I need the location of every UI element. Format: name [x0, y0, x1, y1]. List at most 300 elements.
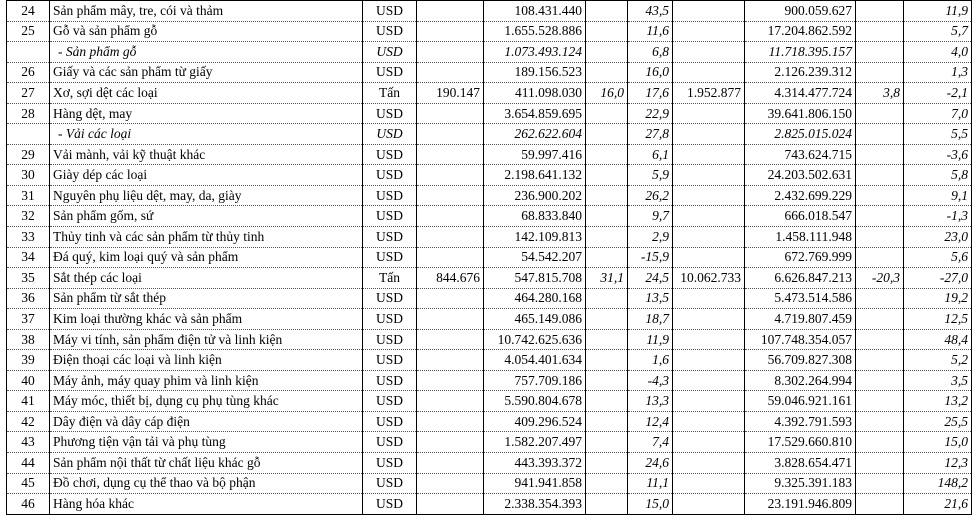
cell-quantity-change-cumulative [856, 432, 904, 453]
cell-value-change-cumulative: 15,0 [904, 432, 972, 453]
cell-value-cumulative: 1.458.111.948 [745, 227, 856, 248]
cell-value-cumulative: 9.325.391.183 [745, 473, 856, 494]
cell-row-number: 24 [7, 1, 50, 22]
cell-unit: USD [363, 494, 417, 515]
cell-unit: USD [363, 453, 417, 474]
cell-value-change-period: 17,6 [628, 83, 673, 104]
cell-row-number: 41 [7, 391, 50, 412]
cell-quantity-period [417, 42, 484, 63]
cell-quantity-change-cumulative [856, 309, 904, 330]
cell-value-change-period: 22,9 [628, 103, 673, 124]
table-row [7, 329, 972, 350]
cell-quantity-period [417, 185, 484, 206]
cell-unit: USD [363, 124, 417, 145]
cell-quantity-change-cumulative [856, 329, 904, 350]
cell-quantity-change-cumulative [856, 124, 904, 145]
cell-unit: USD [363, 288, 417, 309]
cell-value-change-cumulative: 13,2 [904, 391, 972, 412]
table-row [7, 391, 972, 412]
cell-row-number: 45 [7, 473, 50, 494]
cell-value-change-cumulative: 5,6 [904, 247, 972, 268]
cell-value-cumulative: 24.203.502.631 [745, 165, 856, 186]
cell-value-change-cumulative: 25,5 [904, 411, 972, 432]
cell-quantity-change-period [586, 473, 628, 494]
cell-value-period: 1.073.493.124 [484, 42, 586, 63]
cell-value-change-cumulative: 3,5 [904, 370, 972, 391]
table-row [7, 411, 972, 432]
cell-quantity-change-cumulative: 3,8 [856, 83, 904, 104]
cell-quantity-change-cumulative [856, 350, 904, 371]
cell-value-period: 10.742.625.636 [484, 329, 586, 350]
cell-value-period: 2.198.641.132 [484, 165, 586, 186]
cell-quantity-change-cumulative: -20,3 [856, 268, 904, 289]
cell-quantity-period [417, 103, 484, 124]
cell-row-number: 39 [7, 350, 50, 371]
table-row [7, 124, 972, 145]
cell-unit: USD [363, 62, 417, 83]
cell-quantity-change-period [586, 21, 628, 42]
cell-value-change-cumulative: 148,2 [904, 473, 972, 494]
cell-value-period: 1.582.207.497 [484, 432, 586, 453]
cell-quantity-change-cumulative [856, 62, 904, 83]
cell-value-period: 68.833.840 [484, 206, 586, 227]
cell-unit: USD [363, 329, 417, 350]
table-row [7, 227, 972, 248]
cell-value-change-cumulative: -1,3 [904, 206, 972, 227]
cell-quantity-change-cumulative [856, 370, 904, 391]
cell-value-change-period: -4,3 [628, 370, 673, 391]
cell-value-change-period: 11,6 [628, 21, 673, 42]
cell-item-name: Sắt thép các loại [50, 268, 363, 289]
cell-value-change-period: 6,8 [628, 42, 673, 63]
cell-row-number: 27 [7, 83, 50, 104]
cell-quantity-cumulative [673, 165, 745, 186]
cell-value-period: 4.054.401.634 [484, 350, 586, 371]
cell-row-number: 26 [7, 62, 50, 83]
cell-quantity-period [417, 350, 484, 371]
cell-value-cumulative: 23.191.946.809 [745, 494, 856, 515]
table-row [7, 185, 972, 206]
cell-quantity-change-period [586, 124, 628, 145]
cell-value-change-period: -15,9 [628, 247, 673, 268]
cell-value-period: 59.997.416 [484, 144, 586, 165]
cell-value-change-period: 13,3 [628, 391, 673, 412]
cell-row-number: 43 [7, 432, 50, 453]
cell-quantity-cumulative [673, 473, 745, 494]
table-row [7, 453, 972, 474]
cell-value-cumulative: 4.719.807.459 [745, 309, 856, 330]
cell-item-name: Giày dép các loại [50, 165, 363, 186]
cell-value-change-period: 2,9 [628, 227, 673, 248]
cell-quantity-cumulative: 1.952.877 [673, 83, 745, 104]
cell-quantity-change-period [586, 288, 628, 309]
cell-quantity-change-cumulative [856, 411, 904, 432]
cell-value-change-period: 18,7 [628, 309, 673, 330]
cell-value-change-cumulative: 11,9 [904, 1, 972, 22]
cell-value-period: 411.098.030 [484, 83, 586, 104]
table-row [7, 432, 972, 453]
cell-quantity-cumulative [673, 494, 745, 515]
cell-unit: USD [363, 370, 417, 391]
cell-quantity-change-cumulative [856, 227, 904, 248]
cell-item-name: Kim loại thường khác và sản phẩm [50, 309, 363, 330]
cell-row-number: 33 [7, 227, 50, 248]
cell-quantity-change-period [586, 391, 628, 412]
cell-value-change-cumulative: 5,8 [904, 165, 972, 186]
cell-value-change-period: 43,5 [628, 1, 673, 22]
table-row [7, 62, 972, 83]
cell-value-period: 262.622.604 [484, 124, 586, 145]
cell-quantity-change-period [586, 42, 628, 63]
cell-value-cumulative: 11.718.395.157 [745, 42, 856, 63]
table-row [7, 473, 972, 494]
table-row [7, 268, 972, 289]
cell-quantity-cumulative [673, 103, 745, 124]
cell-row-number: 35 [7, 268, 50, 289]
cell-quantity-change-cumulative [856, 473, 904, 494]
cell-item-name: - Sản phẩm gỗ [50, 42, 363, 63]
cell-quantity-period: 844.676 [417, 268, 484, 289]
cell-item-name: Hàng hóa khác [50, 494, 363, 515]
cell-quantity-cumulative [673, 124, 745, 145]
cell-quantity-change-cumulative [856, 494, 904, 515]
cell-quantity-cumulative [673, 185, 745, 206]
table-row [7, 288, 972, 309]
cell-quantity-period [417, 1, 484, 22]
cell-row-number: 42 [7, 411, 50, 432]
cell-unit: USD [363, 185, 417, 206]
cell-value-change-cumulative: 4,0 [904, 42, 972, 63]
cell-unit: USD [363, 144, 417, 165]
table-row [7, 103, 972, 124]
cell-value-change-period: 9,7 [628, 206, 673, 227]
cell-value-cumulative: 17.529.660.810 [745, 432, 856, 453]
cell-unit: USD [363, 1, 417, 22]
cell-value-change-cumulative: 9,1 [904, 185, 972, 206]
cell-quantity-period [417, 309, 484, 330]
cell-quantity-cumulative [673, 1, 745, 22]
cell-item-name: Sản phẩm nội thất từ chất liệu khác gỗ [50, 453, 363, 474]
cell-item-name: Hàng dệt, may [50, 103, 363, 124]
cell-value-period: 142.109.813 [484, 227, 586, 248]
cell-row-number: 44 [7, 453, 50, 474]
cell-value-change-period: 13,5 [628, 288, 673, 309]
cell-quantity-cumulative [673, 350, 745, 371]
cell-quantity-change-period [586, 165, 628, 186]
cell-value-period: 5.590.804.678 [484, 391, 586, 412]
cell-item-name: Đồ chơi, dụng cụ thể thao và bộ phận [50, 473, 363, 494]
table-body [7, 1, 972, 515]
cell-quantity-change-cumulative [856, 42, 904, 63]
cell-value-change-period: 26,2 [628, 185, 673, 206]
table-row [7, 83, 972, 104]
export-statistics-table [6, 0, 972, 515]
cell-value-change-period: 16,0 [628, 62, 673, 83]
cell-unit: USD [363, 247, 417, 268]
cell-row-number: 37 [7, 309, 50, 330]
cell-value-change-cumulative: 23,0 [904, 227, 972, 248]
cell-value-cumulative: 39.641.806.150 [745, 103, 856, 124]
cell-unit: USD [363, 350, 417, 371]
cell-quantity-cumulative [673, 144, 745, 165]
cell-unit: USD [363, 432, 417, 453]
cell-value-change-period: 1,6 [628, 350, 673, 371]
cell-quantity-change-period [586, 206, 628, 227]
cell-quantity-period [417, 227, 484, 248]
table-row [7, 309, 972, 330]
cell-quantity-change-cumulative [856, 247, 904, 268]
cell-quantity-cumulative [673, 309, 745, 330]
cell-item-name: Máy ảnh, máy quay phim và linh kiện [50, 370, 363, 391]
cell-value-period: 547.815.708 [484, 268, 586, 289]
cell-value-change-cumulative: -27,0 [904, 268, 972, 289]
cell-quantity-change-period [586, 432, 628, 453]
cell-quantity-change-period [586, 411, 628, 432]
cell-item-name: Gỗ và sản phẩm gỗ [50, 21, 363, 42]
cell-quantity-change-period [586, 370, 628, 391]
cell-unit: USD [363, 227, 417, 248]
cell-quantity-change-period [586, 227, 628, 248]
cell-item-name: Máy vi tính, sản phẩm điện tử và linh kiện [50, 329, 363, 350]
cell-value-cumulative: 2.825.015.024 [745, 124, 856, 145]
cell-item-name: Sản phẩm mây, tre, cói và thảm [50, 1, 363, 22]
cell-quantity-change-period [586, 1, 628, 22]
cell-quantity-change-period [586, 144, 628, 165]
cell-row-number: 40 [7, 370, 50, 391]
cell-value-change-cumulative: 7,0 [904, 103, 972, 124]
cell-quantity-period [417, 453, 484, 474]
cell-value-cumulative: 743.624.715 [745, 144, 856, 165]
cell-value-cumulative: 900.059.627 [745, 1, 856, 22]
cell-value-change-period: 7,4 [628, 432, 673, 453]
cell-value-period: 108.431.440 [484, 1, 586, 22]
cell-value-change-period: 24,5 [628, 268, 673, 289]
cell-value-change-period: 11,9 [628, 329, 673, 350]
cell-quantity-period [417, 144, 484, 165]
cell-quantity-change-cumulative [856, 1, 904, 22]
cell-quantity-cumulative [673, 370, 745, 391]
cell-value-cumulative: 3.828.654.471 [745, 453, 856, 474]
cell-quantity-period [417, 329, 484, 350]
cell-value-change-period: 12,4 [628, 411, 673, 432]
cell-value-change-cumulative: -2,1 [904, 83, 972, 104]
cell-value-period: 3.654.859.695 [484, 103, 586, 124]
cell-unit: USD [363, 473, 417, 494]
cell-value-cumulative: 107.748.354.057 [745, 329, 856, 350]
cell-item-name: Điện thoại các loại và linh kiện [50, 350, 363, 371]
cell-quantity-period [417, 62, 484, 83]
cell-value-period: 941.941.858 [484, 473, 586, 494]
cell-row-number: 34 [7, 247, 50, 268]
cell-quantity-cumulative [673, 247, 745, 268]
cell-quantity-cumulative [673, 227, 745, 248]
cell-quantity-cumulative [673, 432, 745, 453]
cell-value-change-cumulative: -3,6 [904, 144, 972, 165]
cell-quantity-change-period [586, 62, 628, 83]
cell-value-cumulative: 17.204.862.592 [745, 21, 856, 42]
cell-quantity-cumulative [673, 329, 745, 350]
cell-value-change-period: 27,8 [628, 124, 673, 145]
cell-quantity-change-cumulative [856, 391, 904, 412]
cell-quantity-period: 190.147 [417, 83, 484, 104]
cell-quantity-change-cumulative [856, 288, 904, 309]
cell-value-period: 465.149.086 [484, 309, 586, 330]
cell-quantity-change-cumulative [856, 165, 904, 186]
table-row [7, 370, 972, 391]
cell-quantity-change-period [586, 453, 628, 474]
cell-value-change-cumulative: 5,7 [904, 21, 972, 42]
cell-value-change-cumulative: 19,2 [904, 288, 972, 309]
cell-value-period: 443.393.372 [484, 453, 586, 474]
cell-quantity-period [417, 165, 484, 186]
cell-row-number: 25 [7, 21, 50, 42]
cell-item-name: Máy móc, thiết bị, dụng cụ phụ tùng khác [50, 391, 363, 412]
cell-quantity-period [417, 432, 484, 453]
cell-quantity-cumulative [673, 42, 745, 63]
cell-unit: USD [363, 411, 417, 432]
cell-item-name: Thủy tinh và các sản phẩm từ thủy tinh [50, 227, 363, 248]
cell-unit: Tấn [363, 83, 417, 104]
cell-quantity-period [417, 473, 484, 494]
cell-quantity-change-period [586, 329, 628, 350]
cell-unit: USD [363, 21, 417, 42]
cell-quantity-cumulative [673, 62, 745, 83]
cell-quantity-change-period: 16,0 [586, 83, 628, 104]
cell-row-number: 29 [7, 144, 50, 165]
cell-value-cumulative: 666.018.547 [745, 206, 856, 227]
table-row [7, 494, 972, 515]
cell-value-period: 54.542.207 [484, 247, 586, 268]
cell-row-number: 32 [7, 206, 50, 227]
cell-item-name: Nguyên phụ liệu dệt, may, da, giày [50, 185, 363, 206]
cell-value-change-period: 24,6 [628, 453, 673, 474]
table-row [7, 42, 972, 63]
cell-quantity-cumulative: 10.062.733 [673, 268, 745, 289]
cell-unit: Tấn [363, 268, 417, 289]
cell-quantity-period [417, 21, 484, 42]
cell-row-number: 31 [7, 185, 50, 206]
cell-value-cumulative: 2.126.239.312 [745, 62, 856, 83]
cell-quantity-change-cumulative [856, 206, 904, 227]
cell-item-name: Sản phẩm gốm, sứ [50, 206, 363, 227]
cell-item-name: Sản phẩm từ sắt thép [50, 288, 363, 309]
cell-value-change-cumulative: 21,6 [904, 494, 972, 515]
cell-row-number: 38 [7, 329, 50, 350]
cell-item-name: Giấy và các sản phẩm từ giấy [50, 62, 363, 83]
cell-quantity-cumulative [673, 391, 745, 412]
cell-item-name: Dây điện và dây cáp điện [50, 411, 363, 432]
cell-value-change-cumulative: 12,5 [904, 309, 972, 330]
cell-quantity-change-period [586, 103, 628, 124]
cell-item-name: Xơ, sợi dệt các loại [50, 83, 363, 104]
cell-quantity-cumulative [673, 206, 745, 227]
cell-quantity-cumulative [673, 288, 745, 309]
cell-item-name: Phương tiện vận tải và phụ tùng [50, 432, 363, 453]
cell-quantity-period [417, 391, 484, 412]
cell-value-cumulative: 6.626.847.213 [745, 268, 856, 289]
cell-value-cumulative: 8.302.264.994 [745, 370, 856, 391]
cell-quantity-change-period [586, 185, 628, 206]
cell-value-cumulative: 4.392.791.593 [745, 411, 856, 432]
cell-value-period: 409.296.524 [484, 411, 586, 432]
table-row [7, 1, 972, 22]
cell-value-change-cumulative: 5,2 [904, 350, 972, 371]
cell-quantity-period [417, 288, 484, 309]
cell-quantity-period [417, 411, 484, 432]
cell-quantity-period [417, 247, 484, 268]
cell-quantity-change-cumulative [856, 103, 904, 124]
cell-value-cumulative: 4.314.477.724 [745, 83, 856, 104]
cell-value-period: 2.338.354.393 [484, 494, 586, 515]
cell-unit: USD [363, 42, 417, 63]
cell-value-change-cumulative: 12,3 [904, 453, 972, 474]
cell-unit: USD [363, 206, 417, 227]
cell-quantity-period [417, 124, 484, 145]
cell-row-number: 36 [7, 288, 50, 309]
cell-value-cumulative: 2.432.699.229 [745, 185, 856, 206]
cell-value-period: 757.709.186 [484, 370, 586, 391]
cell-value-change-period: 11,1 [628, 473, 673, 494]
cell-value-period: 236.900.202 [484, 185, 586, 206]
cell-value-cumulative: 56.709.827.308 [745, 350, 856, 371]
cell-quantity-change-period [586, 350, 628, 371]
table-row [7, 350, 972, 371]
cell-quantity-cumulative [673, 21, 745, 42]
cell-quantity-change-period [586, 309, 628, 330]
table-row [7, 206, 972, 227]
cell-quantity-change-period [586, 247, 628, 268]
cell-item-name: Đá quý, kim loại quý và sản phẩm [50, 247, 363, 268]
cell-quantity-period [417, 370, 484, 391]
cell-value-change-period: 5,9 [628, 165, 673, 186]
cell-value-cumulative: 5.473.514.586 [745, 288, 856, 309]
cell-unit: USD [363, 391, 417, 412]
cell-unit: USD [363, 309, 417, 330]
cell-value-cumulative: 672.769.999 [745, 247, 856, 268]
cell-quantity-change-cumulative [856, 453, 904, 474]
cell-quantity-change-cumulative [856, 185, 904, 206]
cell-quantity-period [417, 494, 484, 515]
cell-value-period: 189.156.523 [484, 62, 586, 83]
cell-row-number: 46 [7, 494, 50, 515]
cell-unit: USD [363, 103, 417, 124]
cell-quantity-cumulative [673, 411, 745, 432]
cell-unit: USD [363, 165, 417, 186]
table-row [7, 165, 972, 186]
cell-value-period: 1.655.528.886 [484, 21, 586, 42]
cell-row-number: 28 [7, 103, 50, 124]
cell-value-change-cumulative: 1,3 [904, 62, 972, 83]
cell-row-number [7, 124, 50, 145]
cell-row-number: 30 [7, 165, 50, 186]
cell-value-change-period: 6,1 [628, 144, 673, 165]
cell-quantity-change-cumulative [856, 144, 904, 165]
cell-quantity-change-cumulative [856, 21, 904, 42]
cell-quantity-period [417, 206, 484, 227]
cell-value-change-cumulative: 48,4 [904, 329, 972, 350]
cell-item-name: Vải mành, vải kỹ thuật khác [50, 144, 363, 165]
table-row [7, 144, 972, 165]
cell-quantity-change-period: 31,1 [586, 268, 628, 289]
cell-row-number [7, 42, 50, 63]
cell-item-name: - Vải các loại [50, 124, 363, 145]
cell-value-period: 464.280.168 [484, 288, 586, 309]
table-row [7, 21, 972, 42]
cell-value-change-period: 15,0 [628, 494, 673, 515]
cell-quantity-cumulative [673, 453, 745, 474]
cell-value-cumulative: 59.046.921.161 [745, 391, 856, 412]
table-row [7, 247, 972, 268]
